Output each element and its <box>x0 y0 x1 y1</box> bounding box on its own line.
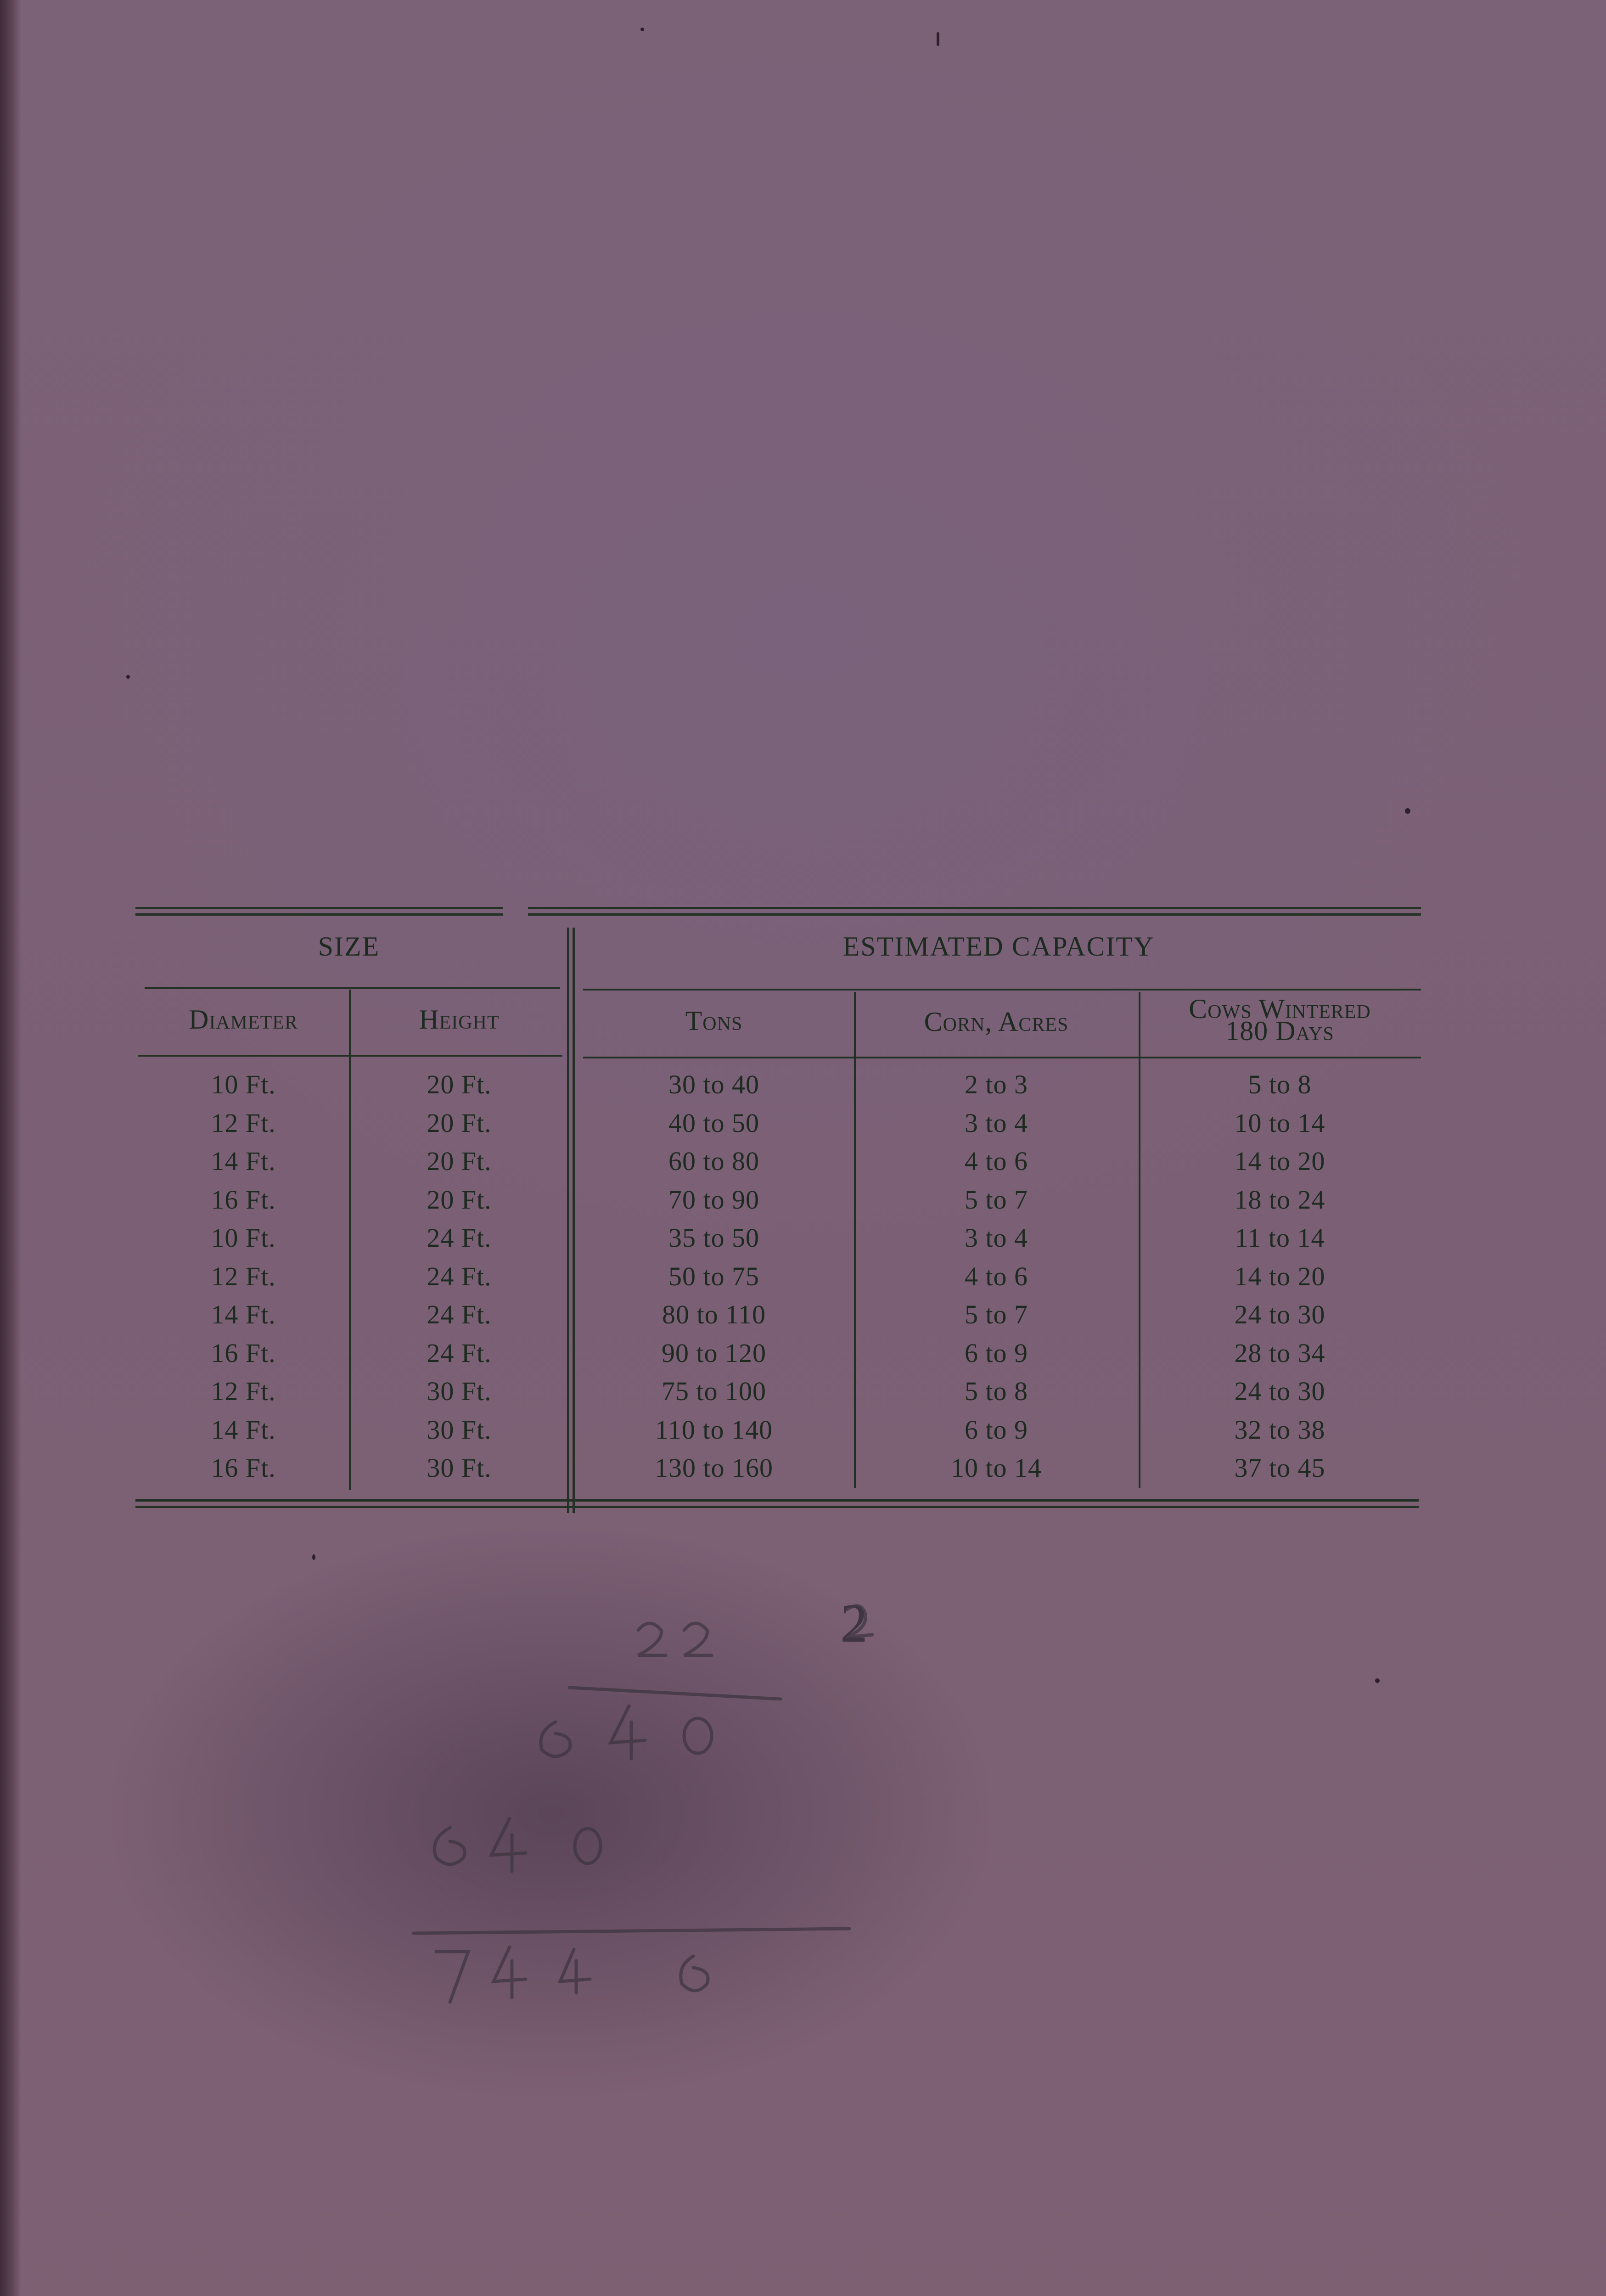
capacity-group-header: ESTIMATED CAPACITY <box>842 931 1155 962</box>
table-cell: 11 to 14 <box>1235 1223 1325 1253</box>
table-cell: 35 to 50 <box>668 1223 760 1253</box>
table-cell: 30 Ft. <box>427 1376 492 1406</box>
group-header-rule <box>583 989 1421 990</box>
column-header-tons: Tons <box>685 1006 743 1036</box>
table-cell: 75 to 100 <box>661 1376 767 1406</box>
top-rule <box>528 913 1421 916</box>
table-cell: 18 to 24 <box>1234 1184 1325 1215</box>
table-cell: 14 Ft. <box>211 1146 276 1176</box>
column-header-180-days: 180 Days <box>1225 1016 1334 1046</box>
table-cell: 20 Ft. <box>427 1069 492 1099</box>
column-header-diameter: Diameter <box>189 1004 298 1035</box>
table-cell: 12 Ft. <box>211 1261 276 1291</box>
table-cell: 24 Ft. <box>427 1261 492 1291</box>
table-cell: 5 to 8 <box>1248 1069 1312 1099</box>
top-rule <box>528 907 1421 909</box>
table-cell: 5 to 8 <box>964 1376 1028 1406</box>
table-cell: 32 to 38 <box>1234 1414 1325 1445</box>
binding-edge <box>0 0 21 2296</box>
table-cell: 10 Ft. <box>211 1069 276 1099</box>
table-cell: 16 Ft. <box>211 1453 276 1483</box>
group-header-rule <box>145 987 560 989</box>
table-cell: 12 Ft. <box>211 1376 276 1406</box>
table-cell: 3 to 4 <box>964 1108 1028 1138</box>
group-divider <box>567 928 569 1513</box>
bottom-rule <box>135 1499 1419 1502</box>
table-cell: 24 Ft. <box>427 1338 492 1368</box>
table-cell: 4 to 6 <box>964 1261 1028 1291</box>
table-cell: 40 to 50 <box>668 1108 760 1138</box>
column-header-corn-acres: Corn, Acres <box>924 1007 1069 1037</box>
size-group-header: SIZE <box>318 931 380 962</box>
table-cell: 60 to 80 <box>668 1146 760 1176</box>
table-cell: 130 to 160 <box>654 1453 774 1483</box>
table-cell: 2 to 3 <box>964 1069 1028 1099</box>
table-cell: 6 to 9 <box>964 1338 1028 1368</box>
table-cell: 24 to 30 <box>1234 1376 1325 1406</box>
table-cell: 24 to 30 <box>1234 1300 1325 1329</box>
table-cell: 3 to 4 <box>964 1223 1028 1253</box>
column-header-rule <box>583 1057 1421 1058</box>
table-cell: 14 to 20 <box>1234 1146 1325 1176</box>
column-rule <box>854 992 856 1488</box>
silo-capacity-table <box>135 907 1421 1522</box>
paper-speck <box>1375 1678 1380 1683</box>
column-header-height: Height <box>419 1004 500 1035</box>
table-cell: 24 Ft. <box>427 1223 492 1253</box>
paper-speck <box>937 32 939 46</box>
table-cell: 16 Ft. <box>211 1338 276 1368</box>
table-cell: 30 Ft. <box>427 1453 492 1483</box>
table-cell: 20 Ft. <box>427 1184 492 1215</box>
scribble-top-number: 2 <box>840 1593 868 1654</box>
table-cell: 30 Ft. <box>427 1414 492 1445</box>
table-cell: 28 to 34 <box>1234 1338 1325 1368</box>
table-cell: 5 to 7 <box>964 1184 1028 1215</box>
table-cell: 16 Ft. <box>211 1184 276 1215</box>
table-cell: 110 to 140 <box>655 1414 773 1445</box>
table-cell: 20 Ft. <box>427 1146 492 1176</box>
table-cell: 50 to 75 <box>668 1261 760 1291</box>
paper-speck <box>126 675 130 679</box>
column-header-cows-wintered: Cows Wintered <box>1189 994 1371 1024</box>
table-cell: 4 to 6 <box>964 1146 1028 1176</box>
pencil-arithmetic-scribble <box>298 1552 987 2057</box>
paper-speck <box>640 28 644 31</box>
column-rule <box>1139 992 1140 1488</box>
table-cell: 90 to 120 <box>661 1338 767 1368</box>
table-cell: 10 Ft. <box>211 1223 276 1253</box>
table-cell: 6 to 9 <box>964 1414 1028 1445</box>
table-cell: 14 Ft. <box>211 1300 276 1329</box>
table-cell: 80 to 110 <box>662 1300 766 1329</box>
table-cell: 5 to 7 <box>964 1300 1028 1329</box>
paper-speck <box>1405 808 1410 814</box>
column-rule <box>349 990 351 1490</box>
table-cell: 10 to 14 <box>950 1453 1042 1483</box>
table-cell: 37 to 45 <box>1234 1453 1325 1483</box>
table-cell: 10 to 14 <box>1234 1108 1325 1138</box>
table-cell: 20 Ft. <box>427 1108 492 1138</box>
table-cell: 24 Ft. <box>427 1300 492 1329</box>
column-header-rule <box>138 1055 562 1057</box>
bottom-rule <box>135 1506 1419 1508</box>
top-rule <box>135 913 503 916</box>
top-rule <box>135 907 503 909</box>
table-cell: 12 Ft. <box>211 1108 276 1138</box>
table-cell: 30 to 40 <box>668 1069 760 1099</box>
table-cell: 70 to 90 <box>668 1184 760 1215</box>
table-cell: 14 Ft. <box>211 1414 276 1445</box>
table-cell: 14 to 20 <box>1234 1261 1325 1291</box>
group-divider <box>573 928 575 1513</box>
